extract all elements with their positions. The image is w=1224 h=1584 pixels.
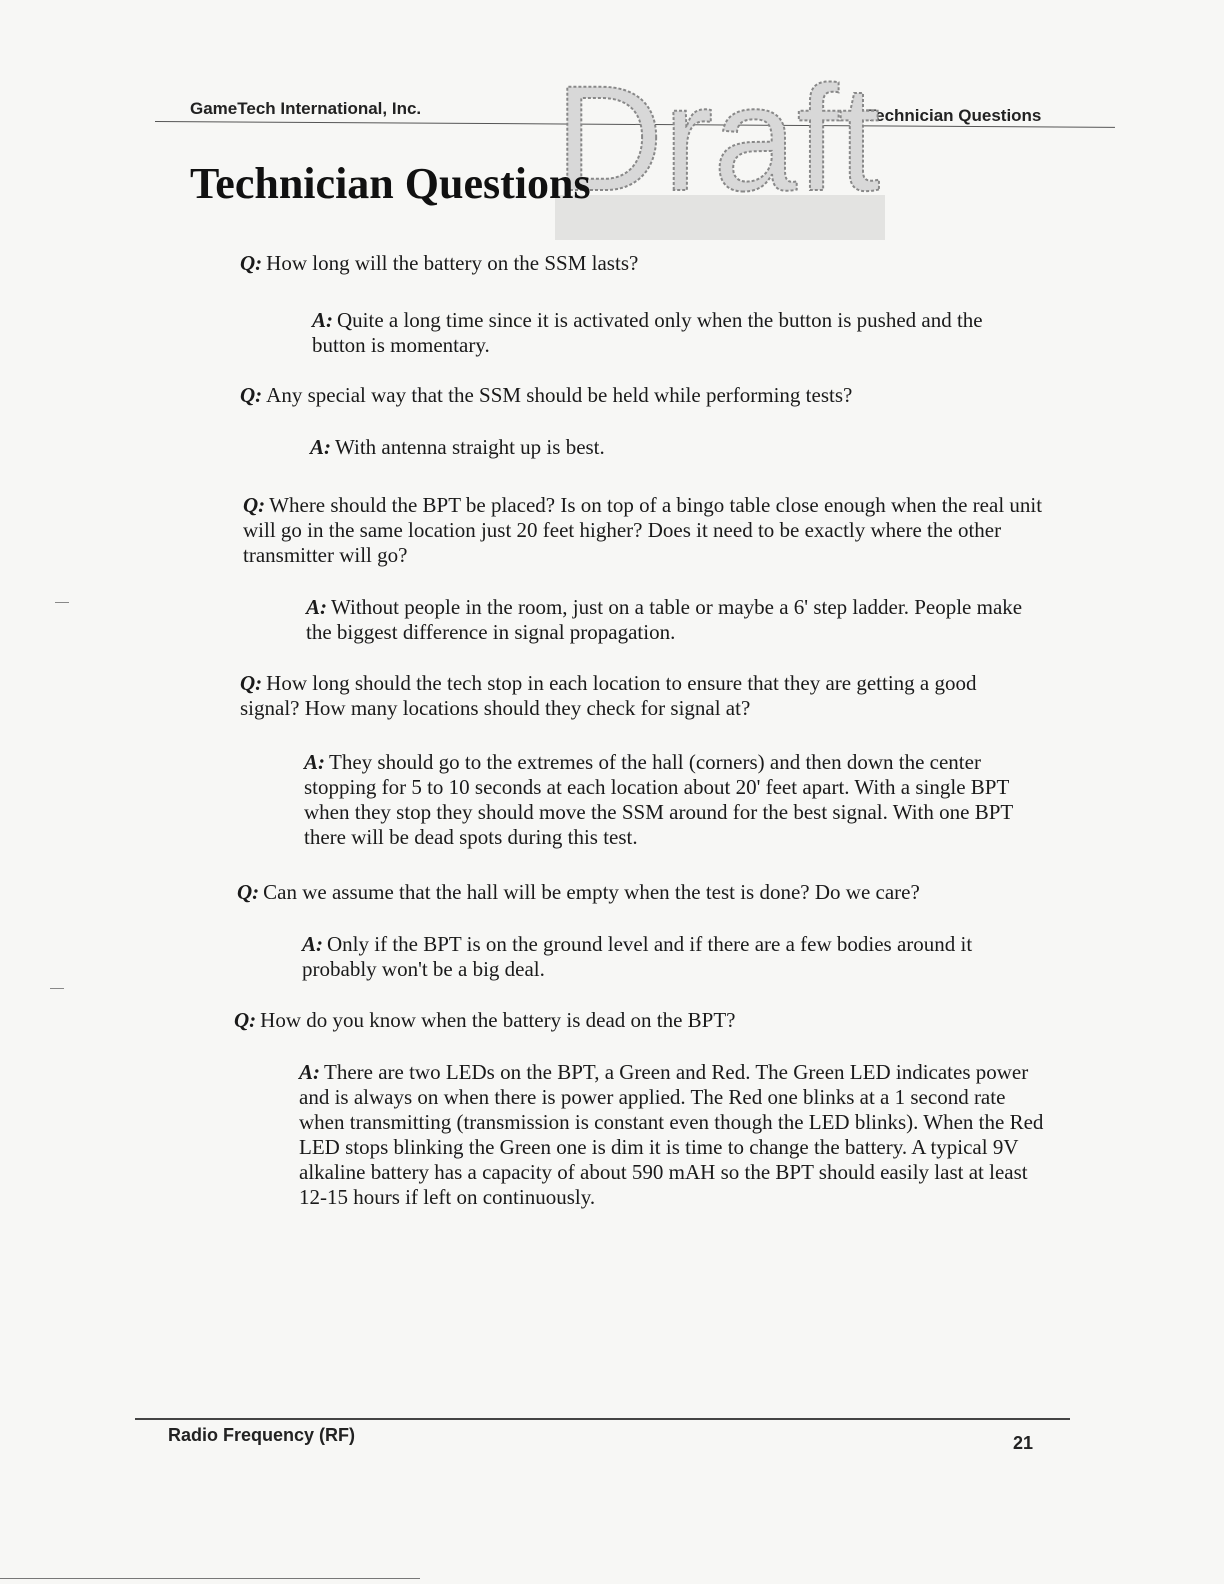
answer-4 [304, 750, 1049, 850]
question-text: Any special way that the SSM should be held while performing tests? [266, 383, 853, 407]
answer-text: Without people in the room, just on a table or maybe a 6' step ladder. People make the biggest difference in signal propagation. [306, 595, 1023, 644]
answer-text: There are two LEDs on the BPT, a Green and Red. The Green LED indicates power and is always on when there is power applied. The Red one blinks at a 1 second rate when transmitting (transmission is constant even though the LED blinks). When the Red LED stops blinking the Green one is dim it is time to change the battery. A typical 9V alkaline battery has a capacity of about 590 mAH so the BPT should easily last at least 12-15 hours if left on continuously. [299, 1060, 1044, 1209]
answer-label: A: [306, 595, 327, 619]
page-number: 21 [1013, 1433, 1034, 1453]
question-label: Q: [240, 671, 263, 695]
scan-edge [0, 1578, 420, 1579]
question-text: How do you know when the battery is dead on the BPT? [260, 1008, 736, 1032]
question-6 [234, 1008, 1054, 1033]
scan-mark [50, 988, 64, 989]
question-text: How long will the battery on the SSM lasts? [266, 251, 639, 275]
answer-label: A: [299, 1060, 320, 1084]
question-1 [240, 251, 1060, 276]
question-label: Q: [237, 880, 260, 904]
question-label: Q: [240, 251, 263, 275]
answer-text: Quite a long time since it is activated only when the button is pushed and the button is momentary. [312, 308, 983, 357]
draft-stamp [555, 30, 895, 250]
question-2 [240, 383, 1060, 408]
question-label: Q: [240, 383, 263, 407]
page-title: Technician Questions [190, 159, 591, 208]
scan-mark [55, 602, 69, 603]
answer-2 [310, 435, 1055, 460]
answer-label: A: [304, 750, 325, 774]
chapter-name: Radio Frequency (RF) [168, 1425, 356, 1445]
answer-1 [312, 308, 1032, 358]
answer-text: With antenna straight up is best. [335, 435, 605, 459]
answer-text: They should go to the extremes of the hall (corners) and then down the center stopping for 5 to 10 seconds at each location about 20' feet apart. With a single BPT when they stop they should move the SSM around for the best signal. With one BPT there will be dead spots during this test. [304, 750, 1013, 849]
question-label: Q: [243, 493, 266, 517]
company-name: GameTech International, Inc. [190, 99, 422, 118]
section-name: Technician Questions [866, 106, 1042, 125]
answer-3 [306, 595, 1031, 645]
answer-5 [302, 932, 1027, 982]
answer-text: Only if the BPT is on the ground level and if there are a few bodies around it probably won't be a big deal. [302, 932, 973, 981]
question-4 [240, 671, 1040, 721]
answer-6 [299, 1060, 1049, 1210]
question-5 [237, 880, 1057, 905]
answer-label: A: [312, 308, 333, 332]
question-text: Can we assume that the hall will be empty when the test is done? Do we care? [263, 880, 920, 904]
draft-stamp-text: Draft [555, 54, 881, 222]
question-text: Where should the BPT be placed? Is on top of a bingo table close enough when the real unit will go in the same location just 20 feet higher? Does it need to be exactly where the other transmitter will go? [243, 493, 1043, 567]
question-text: How long should the tech stop in each location to ensure that they are getting a good signal? How many locations should they check for signal at? [240, 671, 977, 720]
question-label: Q: [234, 1008, 257, 1032]
question-3 [243, 493, 1053, 568]
footer-rule [135, 1418, 1070, 1420]
answer-label: A: [302, 932, 323, 956]
answer-label: A: [310, 435, 331, 459]
